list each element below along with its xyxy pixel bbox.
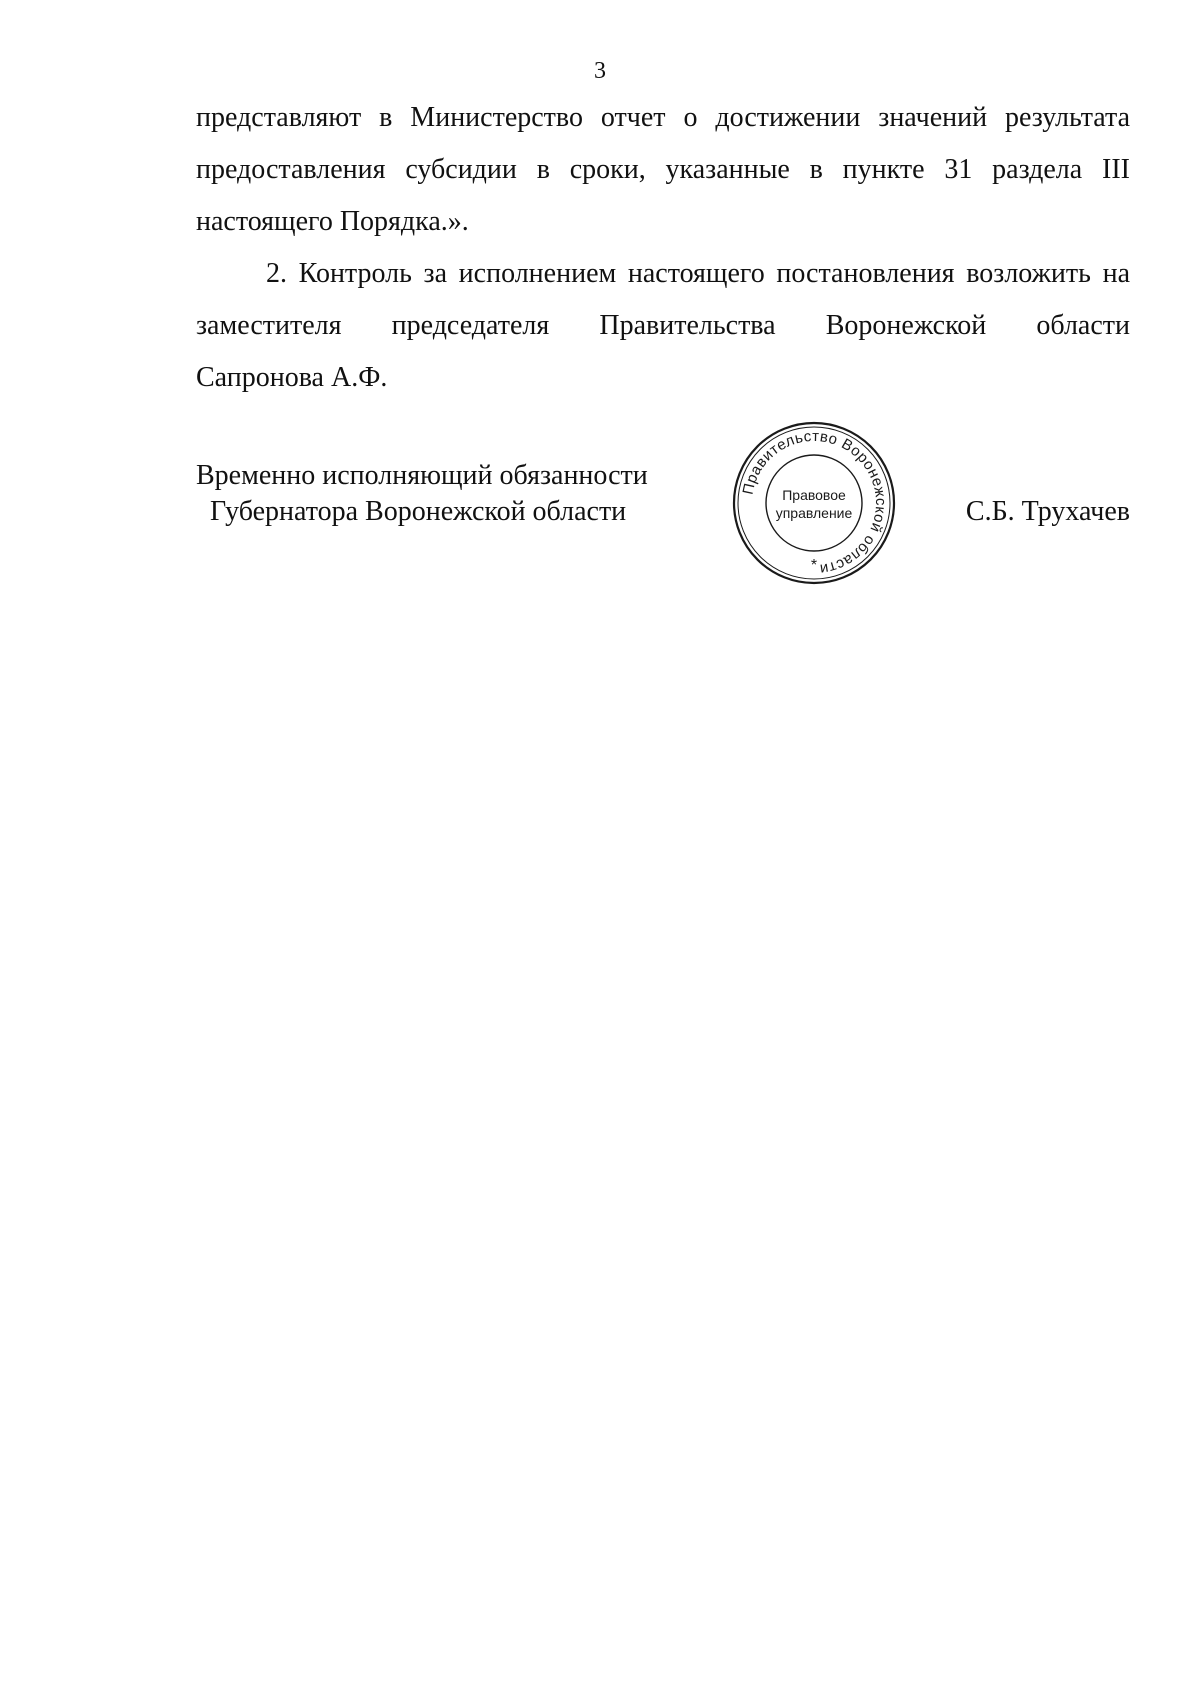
- seal-center-line: Правовое: [782, 487, 846, 503]
- seal-ring-text: Правительство Воронежской области: [739, 427, 890, 578]
- paragraph-report-deadline: [196, 92, 1130, 248]
- position-title-line: Временно исполняющий обязанности: [196, 460, 648, 491]
- text-line: Сапронова А.Ф.: [196, 362, 388, 393]
- text-line: 2. Контроль за исполнением настоящего постановления возложить на: [266, 258, 1130, 289]
- text-line: представляют в Министерство отчет о достижении значений результата: [196, 102, 1130, 133]
- text-line: предоставления субсидии в сроки, указанные в пункте 31 раздела III: [196, 154, 1130, 185]
- page-number: 3: [594, 58, 606, 84]
- document-body: [196, 92, 1130, 404]
- paragraph-control-clause: [196, 248, 1130, 404]
- seal-star: *: [810, 557, 818, 574]
- seal-inner-ring: [766, 455, 862, 551]
- text-line: заместителя председателя Правительства Воронежской области: [196, 310, 1130, 341]
- position-title-line: Губернатора Воронежской области: [210, 496, 627, 527]
- text-line: настоящего Порядка.».: [196, 206, 469, 237]
- seal-center-line: управление: [775, 505, 853, 521]
- signatory-position: [196, 458, 648, 530]
- signer-name: С.Б. Трухачев: [965, 496, 1130, 527]
- official-seal-stamp: [729, 418, 899, 588]
